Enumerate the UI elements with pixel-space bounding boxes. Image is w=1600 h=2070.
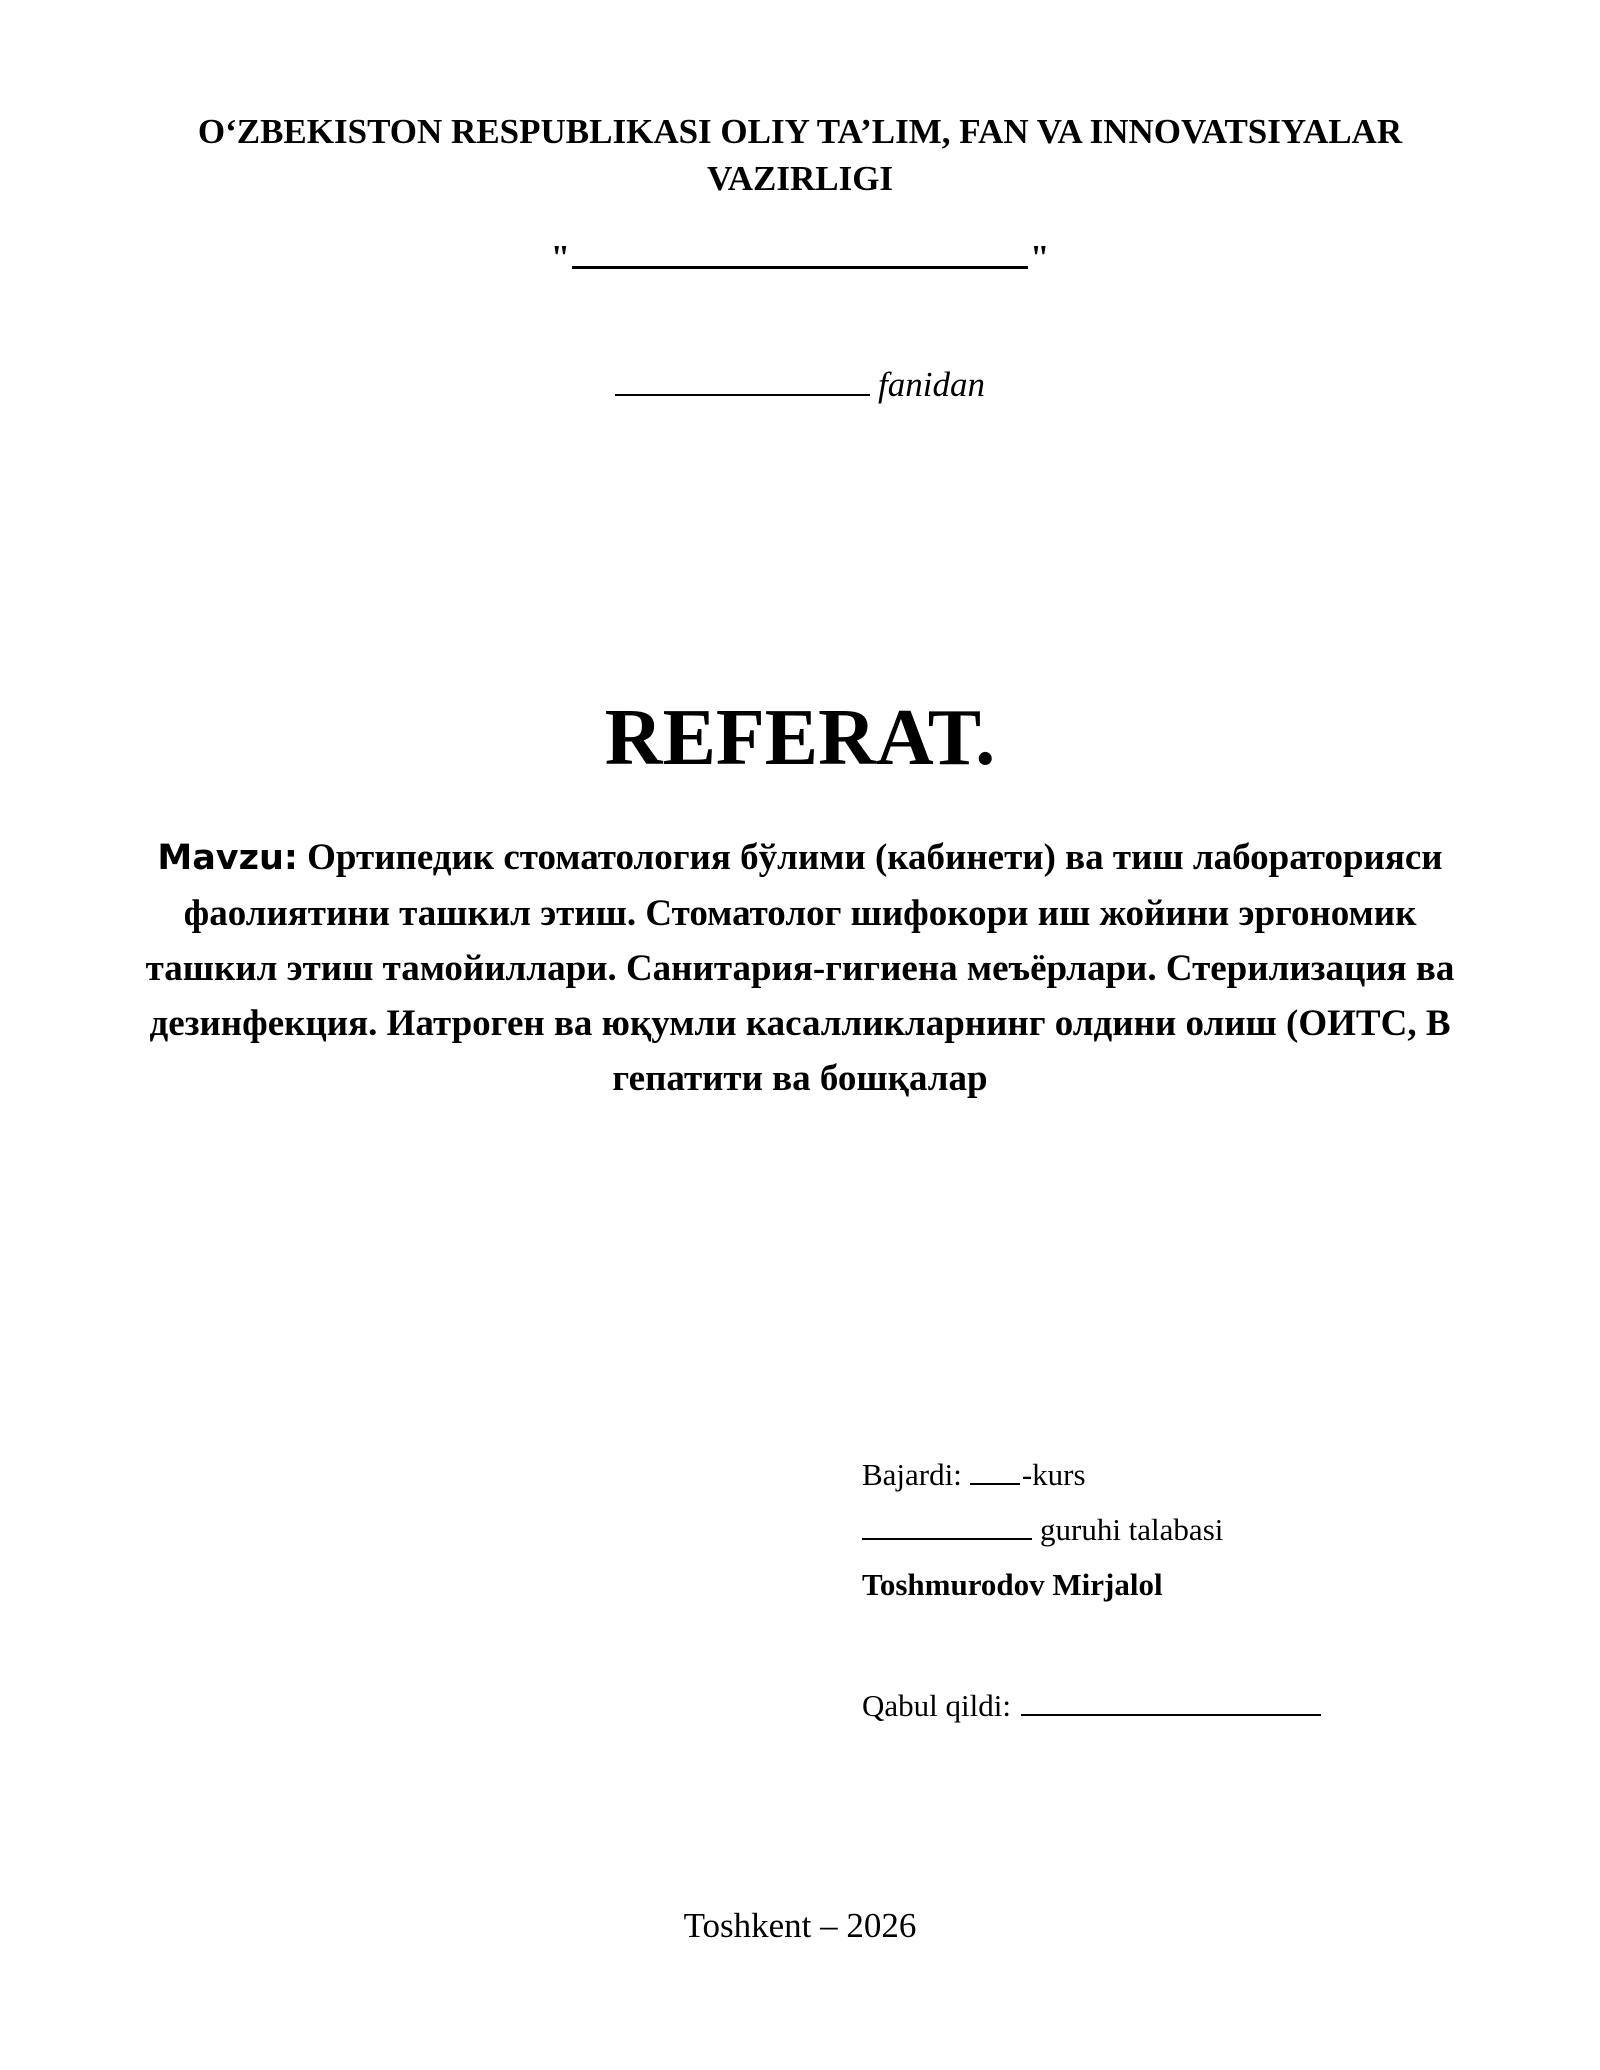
topic-label: Mavzu:	[157, 838, 298, 878]
topic-block	[120, 830, 1480, 1106]
topic-text: Ортипедик стоматология бўлими (кабинети) ва тиш лабораторияси фаолиятини ташкил этиш. Стоматолог шифокори иш жойини эргономик ташкил этиш тамойиллари. Санитария-гигиена меъёрлари. Стерилизация ва дезинфекция. Иатроген ва юқумли касалликларнинг олдини олиш (ОИТС, В гепатити ва бошқалар	[145, 837, 1455, 1099]
ministry-line-2: VAZIRLIGI	[706, 159, 894, 198]
subject-label: fanidan	[878, 365, 985, 404]
ministry-heading	[100, 108, 1500, 202]
author-info-block	[862, 1447, 1321, 1733]
place-year: Toshkent – 2026	[683, 1906, 917, 1945]
info-spacer	[862, 1612, 1321, 1678]
received-label: Qabul qildi:	[862, 1688, 1011, 1723]
institution-name-line	[0, 230, 1600, 281]
quote-open: "	[550, 238, 570, 277]
institution-name-blank	[572, 230, 1028, 269]
student-name: Toshmurodov Mirjalol	[862, 1567, 1163, 1602]
course-number-blank	[970, 1457, 1020, 1485]
received-row	[862, 1678, 1321, 1733]
completed-label: Bajardi:	[862, 1457, 962, 1492]
quote-close: "	[1030, 238, 1050, 277]
document-title: REFERAT.	[604, 694, 996, 782]
group-number-blank	[862, 1512, 1032, 1540]
group-suffix: guruhi talabasi	[1040, 1512, 1224, 1547]
ministry-line-1: O‘ZBEKISTON RESPUBLIKASI OLIY TA’LIM, FAN VA INNOVATSIYALAR	[197, 112, 1403, 151]
group-row	[862, 1502, 1321, 1557]
course-row	[862, 1447, 1321, 1502]
subject-name-blank	[615, 364, 870, 396]
receiver-name-blank	[1021, 1688, 1321, 1716]
course-suffix: -kurs	[1021, 1457, 1086, 1492]
subject-line	[0, 362, 1600, 408]
